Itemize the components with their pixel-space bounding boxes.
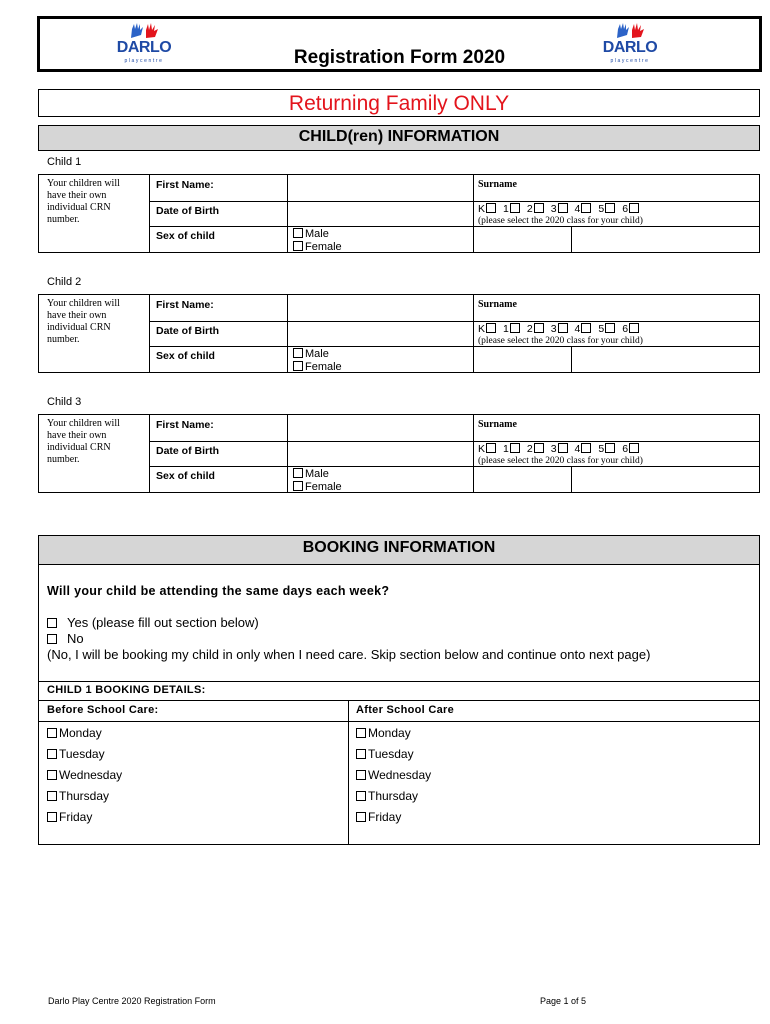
class-option-6[interactable]: [622, 443, 641, 455]
day-label: Friday: [59, 810, 93, 824]
class-option-K[interactable]: [478, 203, 498, 215]
before-thursday-option[interactable]: [47, 789, 109, 803]
class-checkbox[interactable]: [629, 323, 639, 333]
extra-cell: [571, 466, 759, 492]
class-checkbox[interactable]: [558, 323, 568, 333]
dob-label: Date of Birth: [150, 321, 288, 346]
sex-options: [288, 466, 474, 492]
logo-word: DARLO: [116, 39, 172, 56]
day-label: Monday: [368, 726, 411, 740]
class-selector: [474, 201, 760, 226]
class-option-5[interactable]: [598, 323, 617, 335]
before-thursday-checkbox[interactable]: [47, 791, 57, 801]
after-school-title: After School Care: [356, 704, 455, 716]
class-option-label: K: [478, 443, 486, 455]
after-monday-option[interactable]: [356, 726, 411, 740]
darlo-logo-right: [600, 22, 660, 66]
class-option-label: 4: [574, 443, 581, 455]
class-option-label: 4: [574, 203, 581, 215]
class-checkbox[interactable]: [629, 203, 639, 213]
class-option-label: 5: [598, 323, 605, 335]
yes-checkbox[interactable]: [47, 618, 57, 628]
female-label: Female: [305, 361, 342, 373]
class-option-2[interactable]: [527, 443, 546, 455]
class-option-label: 5: [598, 443, 605, 455]
surname-label: Surname: [478, 419, 517, 430]
class-checkbox[interactable]: [605, 323, 615, 333]
after-thursday-option[interactable]: [356, 789, 418, 803]
before-tuesday-checkbox[interactable]: [47, 749, 57, 759]
before-tuesday-option[interactable]: [47, 747, 105, 761]
class-option-4[interactable]: [575, 203, 594, 215]
before-friday-option[interactable]: [47, 810, 92, 824]
footer-page-number: Page 1 of 5: [540, 996, 587, 1006]
class-option-label: K: [478, 323, 486, 335]
day-label: Tuesday: [368, 747, 414, 761]
child-2-label: Child 2: [47, 276, 82, 288]
female-checkbox[interactable]: [293, 361, 303, 371]
female-label: Female: [305, 241, 342, 253]
after-tuesday-option[interactable]: [356, 747, 414, 761]
class-option-1[interactable]: [503, 203, 522, 215]
logo-sub: playcentre: [610, 58, 650, 64]
logo-sub: playcentre: [124, 58, 164, 64]
after-friday-option[interactable]: [356, 810, 401, 824]
class-option-3[interactable]: [551, 323, 570, 335]
first-name-input[interactable]: [288, 175, 474, 201]
male-option[interactable]: [293, 228, 468, 241]
dob-input[interactable]: [288, 441, 474, 466]
row-divider: [150, 441, 759, 442]
female-checkbox[interactable]: [293, 481, 303, 491]
before-monday-option[interactable]: [47, 726, 102, 740]
crn-note: Your children will have their own individual CRN number.: [39, 175, 150, 252]
class-checkbox[interactable]: [629, 443, 639, 453]
day-label: Thursday: [59, 789, 110, 803]
female-option[interactable]: [293, 481, 468, 494]
same-days-question: Will your child be attending the same days each week?: [47, 584, 390, 598]
class-option-4[interactable]: [575, 323, 594, 335]
header-box: [37, 16, 762, 72]
female-option[interactable]: [293, 241, 468, 254]
surname-label: Surname: [478, 179, 517, 190]
class-options: [478, 323, 756, 335]
class-checkbox[interactable]: [534, 443, 544, 453]
sex-label: Sex of child: [150, 226, 288, 252]
divider: [39, 681, 759, 682]
class-hint: (please select the 2020 class for your child): [478, 336, 643, 346]
class-option-label: 6: [622, 323, 629, 335]
class-checkbox[interactable]: [510, 443, 520, 453]
yes-label: Yes (please fill out section below): [67, 615, 259, 630]
class-option-1[interactable]: [503, 323, 522, 335]
class-option-4[interactable]: [575, 443, 594, 455]
class-option-label: 2: [526, 203, 533, 215]
booking-section: [38, 535, 760, 845]
dob-input[interactable]: [288, 201, 474, 226]
after-thursday-checkbox[interactable]: [356, 791, 366, 801]
class-option-3[interactable]: [551, 443, 570, 455]
before-monday-checkbox[interactable]: [47, 728, 57, 738]
extra-cell: [571, 346, 759, 372]
class-option-label: 2: [526, 323, 533, 335]
sex-label: Sex of child: [150, 466, 288, 492]
handprint-icon: [614, 22, 648, 40]
row-divider: [150, 346, 759, 347]
class-checkbox[interactable]: [510, 323, 520, 333]
class-option-K[interactable]: [478, 323, 498, 335]
class-option-label: 5: [598, 203, 605, 215]
class-selector: [474, 321, 760, 346]
class-option-2[interactable]: [527, 203, 546, 215]
class-hint: (please select the 2020 class for your child): [478, 456, 643, 466]
class-hint: (please select the 2020 class for your child): [478, 216, 643, 226]
class-option-2[interactable]: [527, 323, 546, 335]
male-checkbox[interactable]: [293, 228, 303, 238]
class-selector: [474, 441, 760, 466]
class-option-label: 2: [526, 443, 533, 455]
day-label: Tuesday: [59, 747, 105, 761]
sex-label: Sex of child: [150, 346, 288, 372]
row-divider: [150, 201, 759, 202]
before-wednesday-option[interactable]: [47, 768, 122, 782]
class-checkbox[interactable]: [486, 323, 496, 333]
class-checkbox[interactable]: [581, 203, 591, 213]
class-checkbox[interactable]: [558, 443, 568, 453]
logo-word: DARLO: [602, 39, 658, 56]
class-option-5[interactable]: [598, 443, 617, 455]
footer-left: Darlo Play Centre 2020 Registration Form: [48, 996, 216, 1006]
day-label: Thursday: [368, 789, 419, 803]
male-option[interactable]: [293, 468, 468, 481]
class-option-label: 1: [503, 203, 509, 215]
class-checkbox[interactable]: [534, 323, 544, 333]
class-option-label: 6: [622, 203, 629, 215]
children-section-heading: CHILD(ren) INFORMATION: [38, 125, 760, 151]
class-options: [478, 203, 756, 215]
class-option-label: 4: [574, 323, 581, 335]
first-name-input[interactable]: [288, 295, 474, 321]
class-option-1[interactable]: [503, 443, 522, 455]
class-checkbox[interactable]: [581, 443, 591, 453]
divider: [39, 721, 759, 722]
no-label: No: [67, 631, 84, 646]
before-wednesday-checkbox[interactable]: [47, 770, 57, 780]
dob-input[interactable]: [288, 321, 474, 346]
extra-cell: [571, 226, 759, 252]
crn-note: Your children will have their own individual CRN number.: [39, 415, 150, 492]
page-title: Registration Form 2020: [293, 47, 506, 68]
class-checkbox[interactable]: [581, 323, 591, 333]
female-label: Female: [305, 481, 342, 493]
first-name-label: First Name:: [150, 415, 288, 441]
class-checkbox[interactable]: [486, 203, 496, 213]
class-option-label: 3: [550, 203, 557, 215]
child-1-label: Child 1: [47, 156, 82, 168]
yes-option[interactable]: [47, 615, 259, 630]
first-name-label: First Name:: [150, 175, 288, 201]
child1-booking-title: CHILD 1 BOOKING DETAILS:: [47, 684, 206, 696]
class-options: [478, 443, 756, 455]
male-checkbox[interactable]: [293, 348, 303, 358]
day-label: Wednesday: [368, 768, 432, 782]
handprint-icon: [128, 22, 162, 40]
before-school-title: Before School Care:: [47, 704, 159, 716]
female-option[interactable]: [293, 361, 468, 374]
sex-options: [288, 346, 474, 372]
divider: [39, 700, 759, 701]
class-checkbox[interactable]: [558, 203, 568, 213]
day-label: Friday: [368, 810, 402, 824]
male-label: Male: [305, 348, 329, 360]
class-checkbox[interactable]: [534, 203, 544, 213]
class-option-label: 6: [622, 443, 629, 455]
class-option-6[interactable]: [622, 323, 641, 335]
row-divider: [150, 466, 759, 467]
row-divider: [150, 226, 759, 227]
class-option-3[interactable]: [551, 203, 570, 215]
male-label: Male: [305, 468, 329, 480]
class-checkbox[interactable]: [486, 443, 496, 453]
male-label: Male: [305, 228, 329, 240]
child-3-table: [38, 414, 760, 493]
after-tuesday-checkbox[interactable]: [356, 749, 366, 759]
class-option-6[interactable]: [622, 203, 641, 215]
child-1-table: [38, 174, 760, 253]
class-option-label: 3: [550, 323, 557, 335]
class-checkbox[interactable]: [605, 203, 615, 213]
surname-label: Surname: [478, 299, 517, 310]
after-wednesday-option[interactable]: [356, 768, 431, 782]
booking-section-heading: BOOKING INFORMATION: [39, 536, 759, 565]
class-option-label: 1: [503, 443, 509, 455]
no-option[interactable]: [47, 631, 84, 646]
no-checkbox[interactable]: [47, 634, 57, 644]
after-friday-checkbox[interactable]: [356, 812, 366, 822]
day-label: Monday: [59, 726, 102, 740]
class-checkbox[interactable]: [605, 443, 615, 453]
first-name-input[interactable]: [288, 415, 474, 441]
after-monday-checkbox[interactable]: [356, 728, 366, 738]
class-option-label: K: [478, 203, 486, 215]
row-divider: [150, 321, 759, 322]
column-divider: [348, 701, 349, 845]
class-option-label: 1: [503, 323, 509, 335]
no-note: (No, I will be booking my child in only when I need care. Skip section below and continue onto next page): [47, 647, 651, 662]
day-label: Wednesday: [59, 768, 123, 782]
class-option-K[interactable]: [478, 443, 498, 455]
male-checkbox[interactable]: [293, 468, 303, 478]
female-checkbox[interactable]: [293, 241, 303, 251]
before-friday-checkbox[interactable]: [47, 812, 57, 822]
class-checkbox[interactable]: [510, 203, 520, 213]
sex-options: [288, 226, 474, 252]
male-option[interactable]: [293, 348, 468, 361]
child-3-label: Child 3: [47, 396, 82, 408]
returning-family-banner: Returning Family ONLY: [38, 89, 760, 117]
crn-note: Your children will have their own individual CRN number.: [39, 295, 150, 372]
after-wednesday-checkbox[interactable]: [356, 770, 366, 780]
class-option-label: 3: [550, 443, 557, 455]
child-2-table: [38, 294, 760, 373]
dob-label: Date of Birth: [150, 201, 288, 226]
dob-label: Date of Birth: [150, 441, 288, 466]
class-option-5[interactable]: [598, 203, 617, 215]
first-name-label: First Name:: [150, 295, 288, 321]
